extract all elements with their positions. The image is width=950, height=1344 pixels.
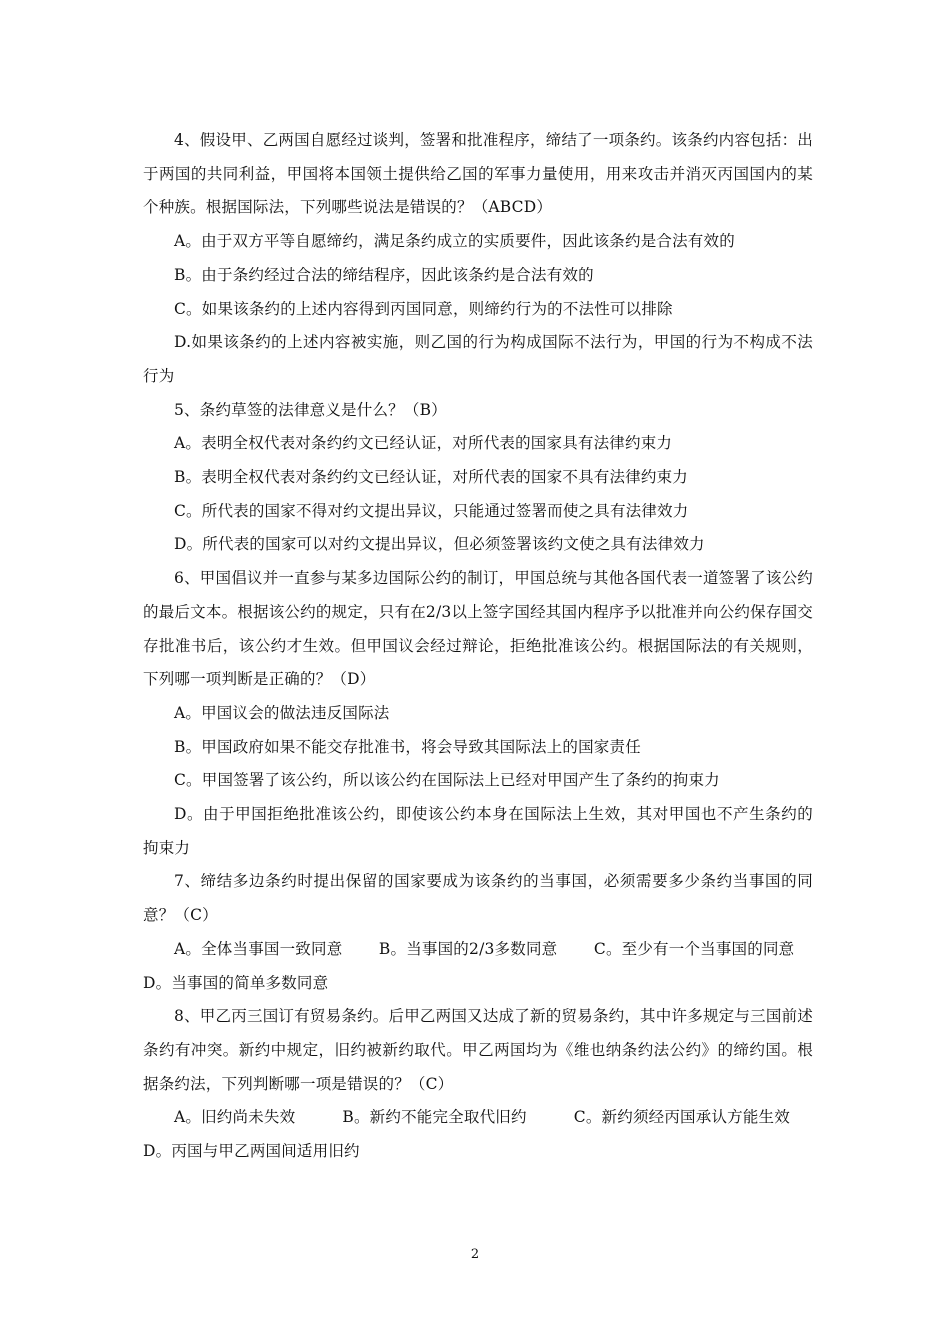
question-6-stem: 6、甲国倡议并一直参与某多边国际公约的制订，甲国总统与其他各国代表一道签署了该公约的最后文本。根据该公约的规定，只有在2/3以上签字国经其国内程序予以批准并向公约保存国交存批准书后，该公约才生效。但甲国议会经过辩论，拒绝批准该公约。根据国际法的有关规则，下列哪一项判断是正确的？（D） <box>143 569 813 689</box>
question-5-stem: 5、条约草签的法律意义是什么？（B） <box>174 400 447 419</box>
question-5-option-b: B。表明全权代表对条约约文已经认证，对所代表的国家不具有法律约束力 <box>174 468 688 487</box>
question-5-option-c: C。所代表的国家不得对约文提出异议，只能通过签署而使之具有法律效力 <box>174 501 689 520</box>
question-5-option-d: D。所代表的国家可以对约文提出异议，但必须签署该约文使之具有法律效力 <box>174 535 705 554</box>
question-6-option-c: C。甲国签署了该公约，所以该公约在国际法上已经对甲国产生了条约的拘束力 <box>174 771 720 790</box>
question-4-option-d: D.如果该条约的上述内容被实施，则乙国的行为构成国际不法行为，甲国的行为不构成不法行为 <box>143 333 813 385</box>
question-8-options-line: A。旧约尚未失效 B。新约不能完全取代旧约 C。新约须经丙国承认方能生效 <box>174 1108 790 1127</box>
question-4-option-a: A。由于双方平等自愿缔约，满足条约成立的实质要件，因此该条约是合法有效的 <box>174 232 735 251</box>
question-6-option-b: B。甲国政府如果不能交存批准书，将会导致其国际法上的国家责任 <box>174 737 641 756</box>
document-body <box>143 124 813 1169</box>
question-7-options-line: A。全体当事国一致同意 B。当事国的2/3多数同意 C。至少有一个当事国的同意 <box>174 939 795 958</box>
question-7-option-d: D。当事国的简单多数同意 <box>143 973 329 992</box>
question-8-option-d: D。丙国与甲乙两国间适用旧约 <box>143 1142 360 1161</box>
question-8-stem: 8、甲乙丙三国订有贸易条约。后甲乙两国又达成了新的贸易条约，其中许多规定与三国前述条约有冲突。新约中规定，旧约被新约取代。甲乙两国均为《维也纳条约法公约》的缔约国。根据条约法，下列判断哪一项是错误的？（C） <box>143 1007 813 1093</box>
question-4-option-c: C。如果该条约的上述内容得到丙国同意，则缔约行为的不法性可以排除 <box>174 299 673 318</box>
question-6-option-d: D。由于甲国拒绝批准该公约，即使该公约本身在国际法上生效，其对甲国也不产生条约的拘束力 <box>143 805 813 857</box>
page-number: 2 <box>470 1247 480 1262</box>
question-4-option-b: B。由于条约经过合法的缔结程序，因此该条约是合法有效的 <box>174 265 594 284</box>
question-4-stem: 4、假设甲、乙两国自愿经过谈判，签署和批准程序，缔结了一项条约。该条约内容包括：出于两国的共同利益，甲国将本国领土提供给乙国的军事力量使用，用来攻击并消灭丙国国内的某个种族。根据国际法，下列哪些说法是错误的？（ABCD） <box>143 131 813 217</box>
question-6-option-a: A。甲国议会的做法违反国际法 <box>174 703 390 722</box>
question-7-stem: 7、缔结多边条约时提出保留的国家要成为该条约的当事国，必须需要多少条约当事国的同意？（C） <box>143 872 813 925</box>
question-5-option-a: A。表明全权代表对条约约文已经认证，对所代表的国家具有法律约束力 <box>174 434 673 453</box>
